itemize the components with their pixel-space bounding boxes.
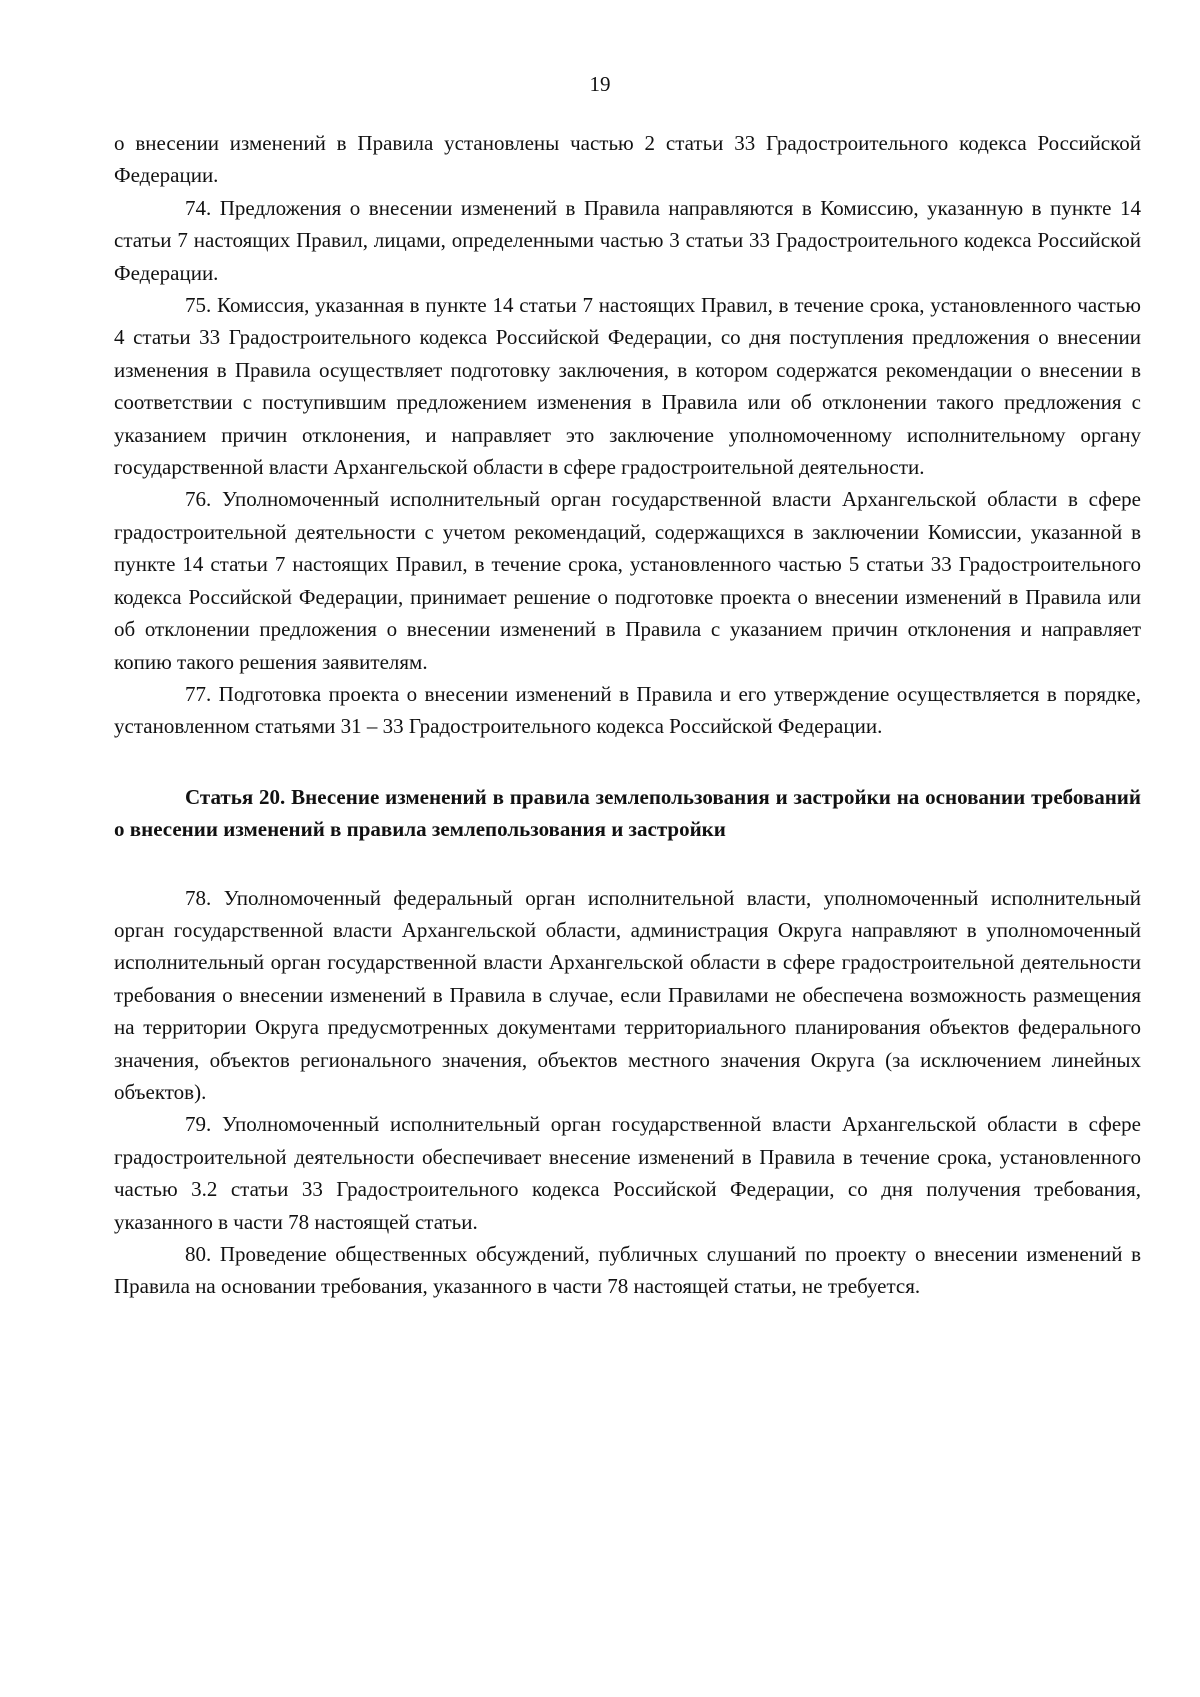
paragraph-78: 78. Уполномоченный федеральный орган исполнительной власти, уполномоченный исполнительный орган государственной власти Архангельской области, администрация Округа направляют в уполномоченный исполнительный орган государственной власти Архангельской области в сфере градостроительной деятельности требования о внесении изменений в Правила в случае, если Правилами не обеспечена возможность размещения на территории Округа предусмотренных документами территориального планирования объектов федерального значения, объектов регионального значения, объектов местного значения Округа (за исключением линейных объектов). (114, 885, 1141, 1104)
paragraph-77: 77. Подготовка проекта о внесении изменений в Правила и его утверждение осуществляется в порядке, установленном статьями 31 – 33 Градостроительного кодекса Российской Федерации. (114, 681, 1141, 739)
paragraph-continuation: о внесении изменений в Правила установлены частью 2 статьи 33 Градостроительного кодекса Российской Федерации. (114, 131, 1141, 188)
paragraph-76: 76. Уполномоченный исполнительный орган государственной власти Архангельской области в сфере градостроительной деятельности с учетом рекомендаций, содержащихся в заключении Комиссии, указанной в пункте 14 статьи 7 настоящих Правил, в течение срока, установленного частью 5 статьи 33 Градостроительного кодекса Российской Федерации, принимает решение о подготовке проекта о внесении изменений в Правила или об отклонении предложения о внесении изменений в Правила с указанием причин отклонения и направляет копию такого решения заявителям. (114, 487, 1141, 674)
article-20-heading: Статья 20. Внесение изменений в правила землепользования и застройки на основании требований о внесении изменений в правила землепользования и застройки (114, 784, 1141, 842)
paragraph-75: 75. Комиссия, указанная в пункте 14 статьи 7 настоящих Правил, в течение срока, установленного частью 4 статьи 33 Градостроительного кодекса Российской Федерации, со дня поступления предложения о внесении изменения в Правила осуществляет подготовку заключения, в котором содержатся рекомендации о внесении в соответствии с поступившим предложением изменения в Правила или об отклонении такого предложения с указанием причин отклонения, и направляет это заключение уполномоченному исполнительному органу государственной власти Архангельской области в сфере градостроительной деятельности. (114, 293, 1141, 480)
paragraph-74: 74. Предложения о внесении изменений в Правила направляются в Комиссию, указанную в пункте 14 статьи 7 настоящих Правил, лицами, определенными частью 3 статьи 33 Градостроительного кодекса Российской Федерации. (114, 195, 1141, 285)
paragraph-79: 79. Уполномоченный исполнительный орган государственной власти Архангельской области в сфере градостроительной деятельности обеспечивает внесение изменений в Правила в течение срока, установленного частью 3.2 статьи 33 Градостроительного кодекса Российской Федерации, со дня получения требования, указанного в части 78 настоящей статьи. (114, 1112, 1141, 1234)
document-body (114, 127, 1141, 1303)
paragraph-80: 80. Проведение общественных обсуждений, публичных слушаний по проекту о внесении изменений в Правила на основании требования, указанного в части 78 настоящей статьи, не требуется. (114, 1242, 1141, 1299)
page-number: 19 (589, 72, 611, 96)
